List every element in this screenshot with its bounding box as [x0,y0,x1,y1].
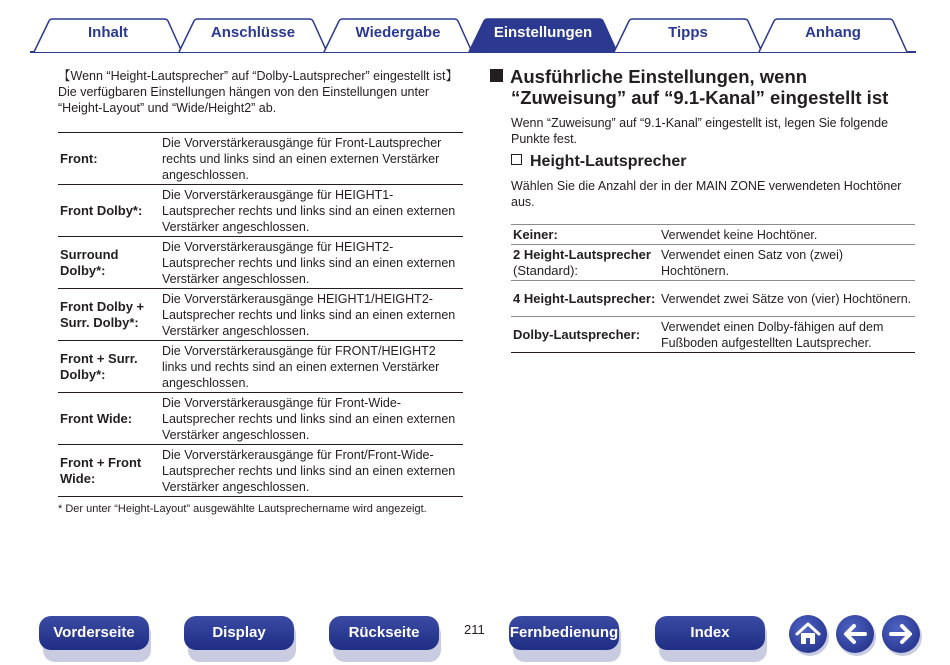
condition-heading: 【Wenn “Height-Lautsprecher” auf “Dolby-Lautsprecher” eingestellt ist】 [58,69,458,83]
tab-anschluesse[interactable] [178,18,328,52]
row-description: Die Vorverstärkerausgänge für Front-Lautsprecher rechts und links sind an einen externen Verstärker angeschlossen. [160,133,463,185]
option-description: Verwendet zwei Sätze von (vier) Hochtönern. [659,281,915,317]
section-intro: Wenn “Zuweisung” auf “9.1-Kanal” eingestellt ist, legen Sie folgende Punkte fest. [511,116,889,146]
back-button[interactable] [836,615,874,653]
tab-tipps[interactable] [613,18,763,52]
home-icon [789,615,827,653]
table-row [58,393,463,445]
option-label: 4 Height-Lautsprecher: [511,281,659,317]
tab-label: Anhang [805,24,861,41]
tab-label: Wiedergabe [355,24,441,41]
table-row [511,225,915,245]
row-label: Front Wide: [58,393,160,445]
top-tab-bar [0,0,950,56]
table-row [58,445,463,497]
rueckseite-button[interactable] [329,616,439,656]
option-label: Keiner: [511,225,659,245]
default-marker: (Standard): [513,262,579,278]
row-description: Die Vorverstärkerausgänge für Front/Front-Wide-Lautsprecher rechts und links sind an einen externen Verstärker angeschlossen. [160,445,463,497]
button-label: Display [212,624,266,641]
speaker-settings-table [58,132,463,497]
display-button[interactable] [184,616,294,656]
option-label: Dolby-Lautsprecher: [511,317,659,353]
subsection-title [511,153,686,171]
row-label: Front + Surr. Dolby*: [58,341,160,393]
row-description: Die Vorverstärkerausgänge für Front-Wide-Lautsprecher rechts und links sind an einen externen Verstärker angeschlossen. [160,393,463,445]
condition-text: Die verfügbaren Einstellungen hängen von den Einstellungen unter “Height-Layout” und “Wide/Height2” ab. [58,85,430,115]
button-label: Index [690,624,730,641]
tab-inhalt[interactable] [33,18,183,52]
row-description: Die Vorverstärkerausgänge für HEIGHT2-Lautsprecher rechts und links sind an einen externen Verstärker angeschlossen. [160,237,463,289]
row-label: Surround Dolby*: [58,237,160,289]
button-label: Rückseite [348,624,420,641]
row-description: Die Vorverstärkerausgänge für HEIGHT1-Lautsprecher rechts und links sind an einen externen Verstärker angeschlossen. [160,185,463,237]
row-description: Die Vorverstärkerausgänge HEIGHT1/HEIGHT2-Lautsprecher rechts und links sind an einen externen Verstärker angeschlossen. [160,289,463,341]
table-row [511,281,915,317]
page-number: 211 [464,622,485,637]
condition-note [58,68,463,116]
fernbedienung-button[interactable] [509,616,619,656]
footnote: * Der unter “Height-Layout” ausgewählte Lautsprechername wird angezeigt. [58,503,427,515]
home-button[interactable] [789,615,827,653]
row-label: Front + Front Wide: [58,445,160,497]
arrow-left-icon [836,615,874,653]
subsection-intro: Wählen Sie die Anzahl der in der MAIN ZONE verwendeten Hochtöner aus. [511,179,902,209]
forward-button[interactable] [882,615,920,653]
table-row [511,317,915,353]
tab-anhang[interactable] [758,18,908,52]
checkbox-outline-icon [511,154,522,165]
row-label: Front Dolby + Surr. Dolby*: [58,289,160,341]
section-title-line1: Ausführliche Einstellungen, wenn [510,66,808,87]
tab-label: Tipps [668,24,708,41]
button-label: Vorderseite [53,624,135,641]
tab-einstellungen[interactable] [468,18,618,52]
table-row [511,245,915,281]
height-speaker-options-table [511,224,915,353]
button-label: Fernbedienung [509,624,619,641]
row-description: Die Vorverstärkerausgänge für FRONT/HEIGHT2 links und rechts sind an einen externen Verstärker angeschlossen. [160,341,463,393]
tab-label: Inhalt [88,24,128,41]
table-row [58,289,463,341]
section-square-icon [490,69,503,82]
option-description: Verwendet keine Hochtöner. [659,225,915,245]
table-row [58,133,463,185]
row-label: Front Dolby*: [58,185,160,237]
index-button[interactable] [655,616,765,656]
tab-label: Anschlüsse [210,24,296,41]
table-row [58,341,463,393]
section-title [490,66,910,108]
arrow-right-icon [882,615,920,653]
table-row [58,237,463,289]
tab-label: Einstellungen [493,24,593,41]
option-label: 2 Height-Lautsprecher (Standard): [511,245,659,281]
table-row [58,185,463,237]
section-title-line2: “Zuweisung” auf “9.1-Kanal” eingestellt ist [511,87,889,108]
option-description: Verwendet einen Satz von (zwei) Hochtönern. [659,245,915,281]
vorderseite-button[interactable] [39,616,149,656]
row-label: Front: [58,133,160,185]
option-description: Verwendet einen Dolby-fähigen auf dem Fußboden aufgestellten Lautsprecher. [659,317,915,353]
tab-wiedergabe[interactable] [323,18,473,52]
subsection-title-text: Height-Lautsprecher [530,153,687,170]
